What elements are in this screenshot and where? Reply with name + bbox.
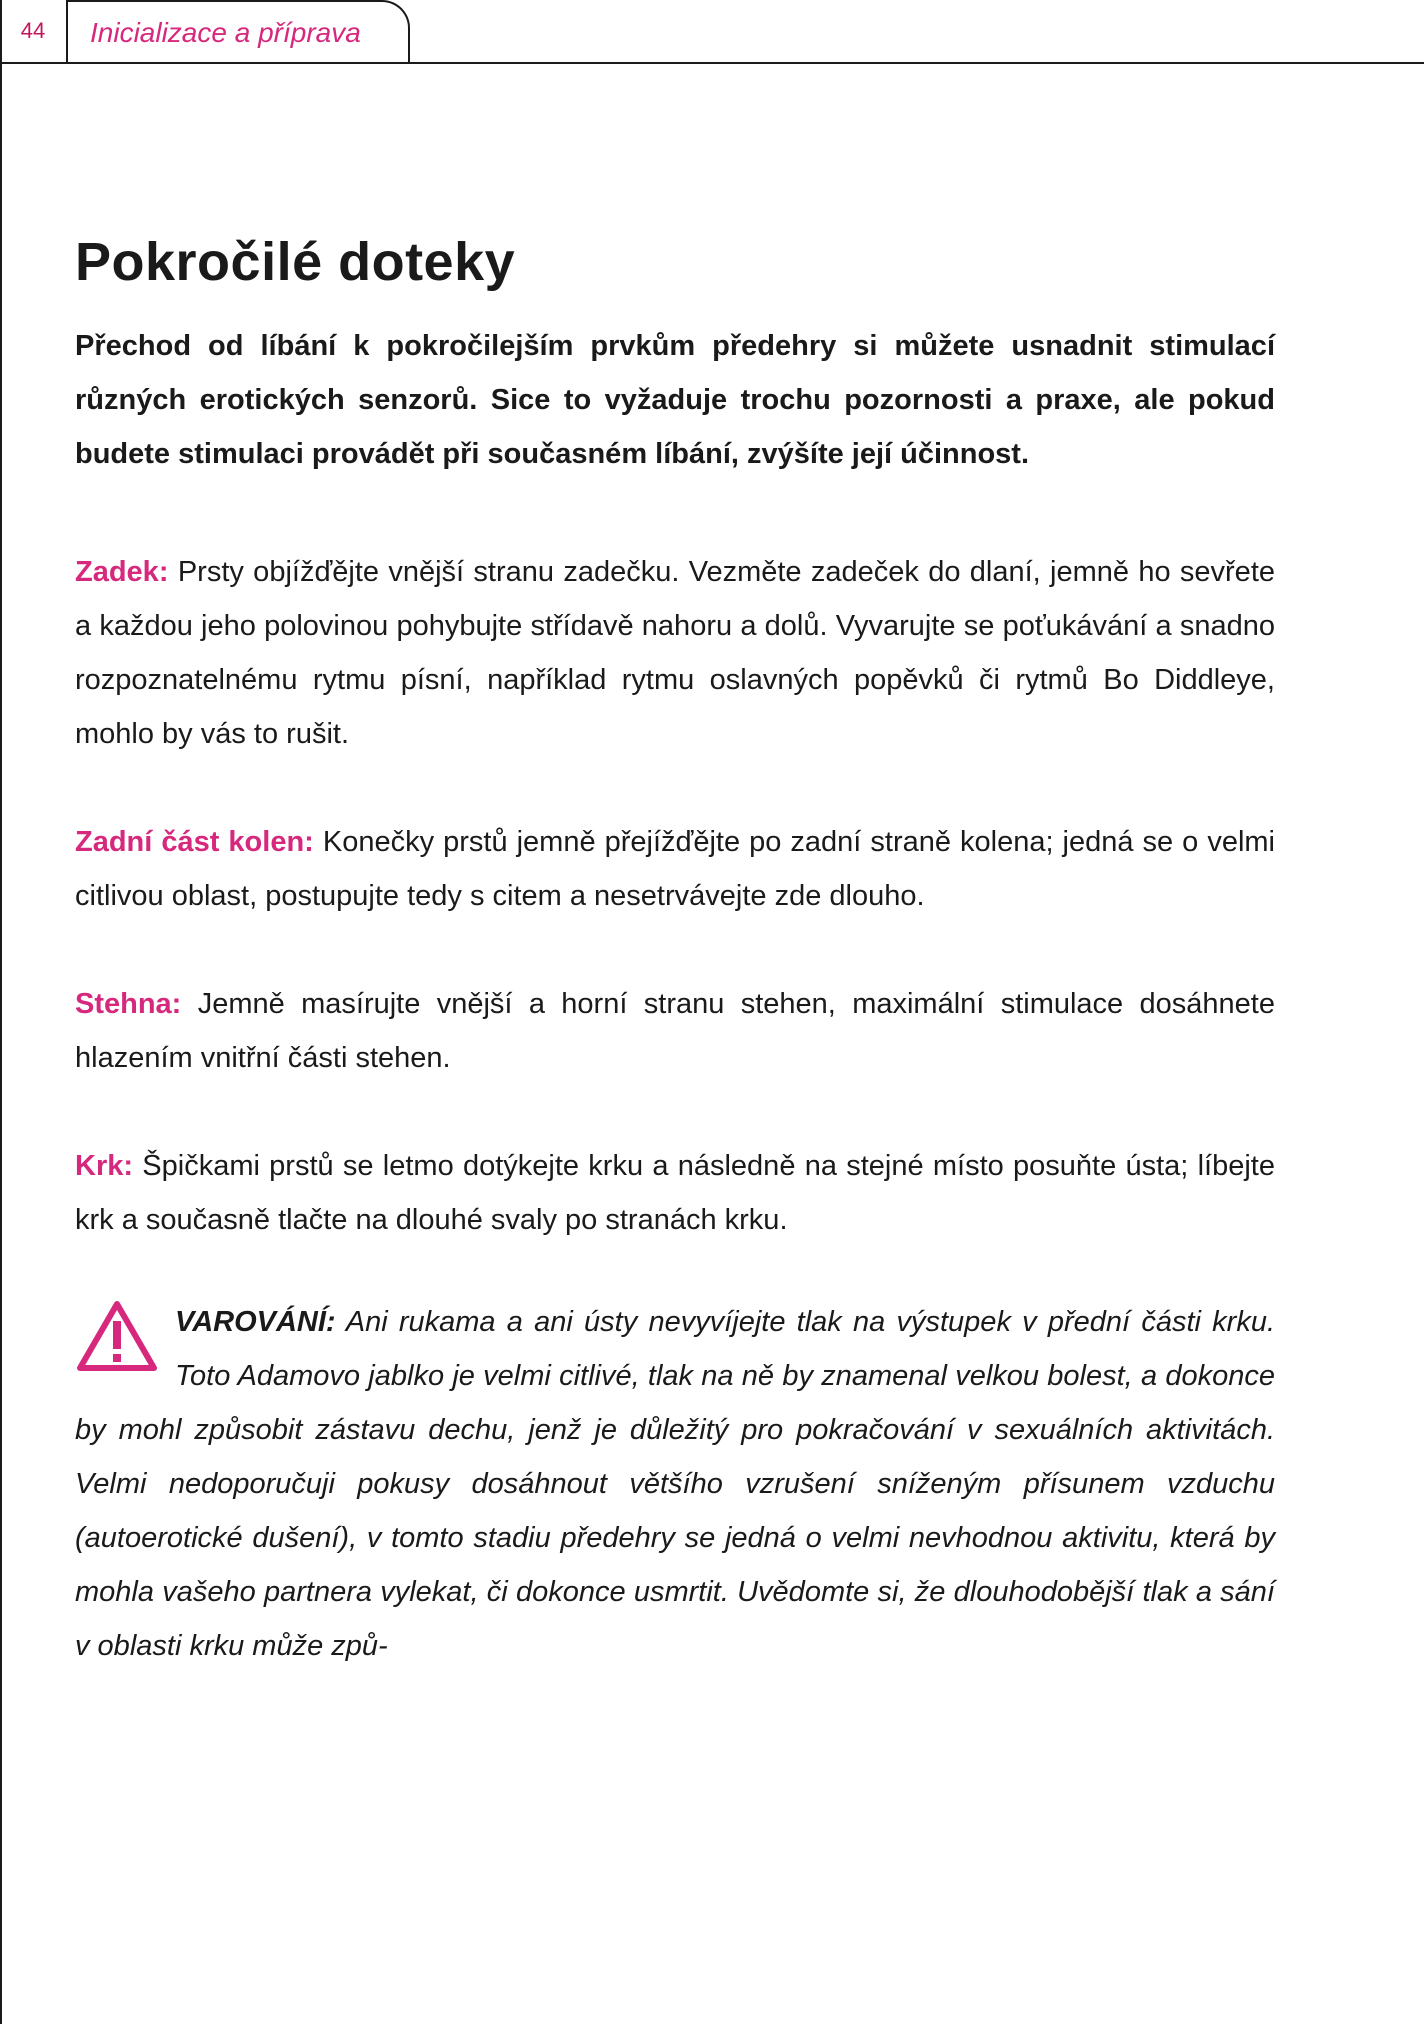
chapter-title: Inicializace a příprava xyxy=(68,0,410,64)
list-item-zadni-cast-kolen xyxy=(75,815,1275,923)
header-divider xyxy=(0,62,1424,64)
item-text: Špičkami prstů se letmo dotýkejte krku a následně na stejné místo posuňte ústa; líbejte krk a současně tlačte na dlouhé svaly po stranách krku. xyxy=(75,1149,1275,1236)
item-label: Zadek: xyxy=(75,555,169,588)
item-label: Stehna: xyxy=(75,987,182,1020)
warning-label: VAROVÁNÍ: xyxy=(175,1305,336,1338)
item-text: Konečky prstů jemně přejížďějte po zadní straně kolena; jedná se o velmi citlivou oblast, postupujte tedy s citem a nesetrvávejte zde dlouho. xyxy=(75,825,1275,912)
item-label: Zadní část kolen: xyxy=(75,825,314,858)
list-item-krk xyxy=(75,1139,1275,1247)
list-item-zadek xyxy=(75,545,1275,761)
item-text: Prsty objížďějte vnější stranu zadečku. Vezměte zadeček do dlaní, jemně ho sevřete a každou jeho polovinou pohybujte střídavě nahoru a dolů. Vyvarujte se poťukávání a snadno rozpoznatelnému rytmu písní, například rytmu oslavných popěvků či rytmů Bo Diddleye, mohlo by vás to rušit. xyxy=(75,555,1275,750)
lead-paragraph: Přechod od líbání k pokročilejším prvkům předehry si můžete usnadnit stimulací různých erotických senzorů. Sice to vyžaduje trochu pozornosti a praxe, ale pokud budete stimulaci provádět při současném líbání, zvýšíte její účinnost. xyxy=(75,329,1275,470)
page-number: 44 xyxy=(0,0,68,62)
list-item-stehna xyxy=(75,977,1275,1085)
warning-box xyxy=(75,1295,1275,1673)
item-text: Jemně masírujte vnější a horní stranu stehen, maximální stimulace dosáhnete hlazením vnitřní části stehen. xyxy=(75,987,1275,1074)
item-label: Krk: xyxy=(75,1149,134,1182)
article-body xyxy=(75,230,1275,1673)
warning-text: Ani rukama a ani ústy nevyvíjejte tlak na výstupek v přední části krku. Toto Adamovo jablko je velmi citlivé, tlak na ně by znamenal velkou bolest, a dokonce by mohl způsobit zástavu dechu, jenž je důležitý pro pokračování v sexuálních aktivitách. Velmi nedoporučuji pokusy dosáhnout většího vzrušení sníženým přísunem vzduchu (autoerotické dušení), v tomto stadiu předehry se jedná o velmi nevhodnou aktivitu, která by mohla vašeho partnera vylekat, či dokonce usmrtit. Uvědomte si, že dlouhodobější tlak a sání v oblasti krku může způ- xyxy=(75,1305,1276,1662)
warning-triangle-icon xyxy=(75,1299,159,1373)
page-header xyxy=(0,0,1424,64)
page-title: Pokročilé doteky xyxy=(75,232,516,292)
